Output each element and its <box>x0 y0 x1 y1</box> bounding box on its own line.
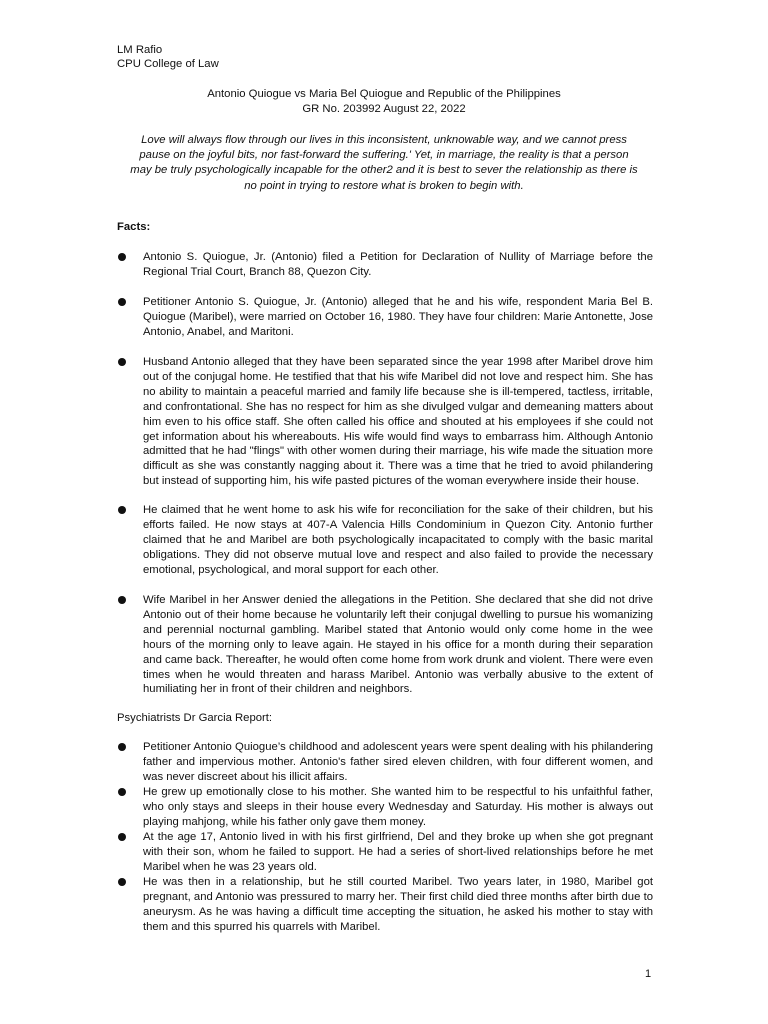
epigraph-quote: Love will always flow through our lives in this inconsistent, unknowable way, and we cannot press pause on the joyful bits, nor fast-forward the suffering.' Yet, in marriage, the reality is that a person may be truly psychologically incapable for the other2 and it is best to sever the relationship as there is no point in trying to restore what is broken to begin with. <box>130 134 638 192</box>
fact-text: Husband Antonio alleged that they have been separated since the year 1998 after Maribel drove him out of the conjugal home. He testified that that his wife Maribel did not love and respect him. She has no ability to maintain a peaceful married and family life because she is ill-tempered, tactless, irritable, and confrontational. She has no respect for him as she divulged vulgar and demeaning matters about him even to his office staff. She often called his office and shouted at his employees if she could not get information about his whereabouts. His wife would find ways to embarrass him. Although Antonio admitted that he had "flings" with other women during their marriage, his wife made the situation more difficult as she was constantly nagging about it. There was a time that he tried to avoid philandering but instead of supporting him, his wife pasted pictures of the woman everywhere inside their house. <box>143 356 653 488</box>
report-text: He grew up emotionally close to his mother. She wanted him to be respectful to his unfaithful father, who only stays and sleeps in their house every Wednesday and Saturday. His mother is always out playing mahjong, while his father only gave them money. <box>143 786 653 828</box>
facts-heading: Facts: <box>117 221 151 233</box>
report-text: At the age 17, Antonio lived in with his first girlfriend, Del and they broke up when she got pregnant with their son, whom he failed to support. He had a series of short-lived relationships before he met Maribel when he was 23 years old. <box>143 831 653 873</box>
bullet-icon <box>118 253 126 261</box>
case-name: Antonio Quiogue vs Maria Bel Quiogue and Republic of the Philippines <box>207 88 561 100</box>
fact-text: Petitioner Antonio S. Quiogue, Jr. (Antonio) alleged that he and his wife, respondent Maria Bel B. Quiogue (Maribel), were married on October 16, 1980. They have four children: Marie Antonette, Jose Antonio, Anabel, and Maritoni. <box>143 296 653 338</box>
bullet-icon <box>118 506 126 514</box>
report-text: Petitioner Antonio Quiogue’s childhood and adolescent years were spent dealing with his philandering father and impervious mother. Antonio's father sired eleven children, with four different women, and was never discreet about his illicit affairs. <box>143 741 653 783</box>
document-header <box>117 43 219 71</box>
fact-text: He claimed that he went home to ask his wife for reconciliation for the sake of their children, but his efforts failed. He now stays at 407-A Valencia Hills Condominium in Quezon City. Antonio further claimed that he and Maribel are both psychologically incapacitated to comply with the basic marital obligations. They did not observe mutual love and respect and also failed to provide the necessary emotional, psychological, and moral support for each other. <box>143 504 653 576</box>
fact-text: Antonio S. Quiogue, Jr. (Antonio) filed a Petition for Declaration of Nullity of Marriage before the Regional Trial Court, Branch 88, Quezon City. <box>143 251 653 278</box>
list-item <box>117 295 653 340</box>
school-name: CPU College of Law <box>117 58 219 70</box>
list-item <box>117 830 653 875</box>
list-item <box>117 250 653 280</box>
case-title-block <box>117 87 651 116</box>
bullet-icon <box>118 743 126 751</box>
list-item <box>117 503 653 578</box>
bullet-icon <box>118 298 126 306</box>
list-item <box>117 875 653 935</box>
psychiatric-report-heading: Psychiatrists Dr Garcia Report: <box>117 712 273 724</box>
page-number: 1 <box>645 968 652 980</box>
author-name: LM Rafio <box>117 44 163 56</box>
bullet-icon <box>118 833 126 841</box>
list-item <box>117 740 653 785</box>
bullet-icon <box>118 358 126 366</box>
fact-text: Wife Maribel in her Answer denied the allegations in the Petition. She declared that she did not drive Antonio out of their home because he voluntarily left their conjugal dwelling to pursue his womanizing and perennial nocturnal gambling. Maribel stated that Antonio would only come home in the wee hours of the morning only to leave again. He stayed in his office for a month during their separation and came back. Thereafter, he would often come home from work drunk and violent. There were even times when he would threaten and harass Maribel. Antonio was verbally abusive to the extent of humiliating her in front of their children and neighbors. <box>143 594 653 696</box>
list-item <box>117 593 653 697</box>
case-number: GR No. 203992 August 22, 2022 <box>302 102 466 115</box>
report-text: He was then in a relationship, but he still courted Maribel. Two years later, in 1980, Maribel got pregnant, and Antonio was pressured to marry her. Their first child died three months after birth due to aneurysm. As he was having a difficult time accepting the situation, he asked his mother to stay with them and this spurred his quarrels with Maribel. <box>143 876 653 933</box>
bullet-icon <box>118 878 126 886</box>
bullet-icon <box>118 788 126 796</box>
bullet-icon <box>118 596 126 604</box>
list-item <box>117 785 653 830</box>
list-item <box>117 355 653 489</box>
